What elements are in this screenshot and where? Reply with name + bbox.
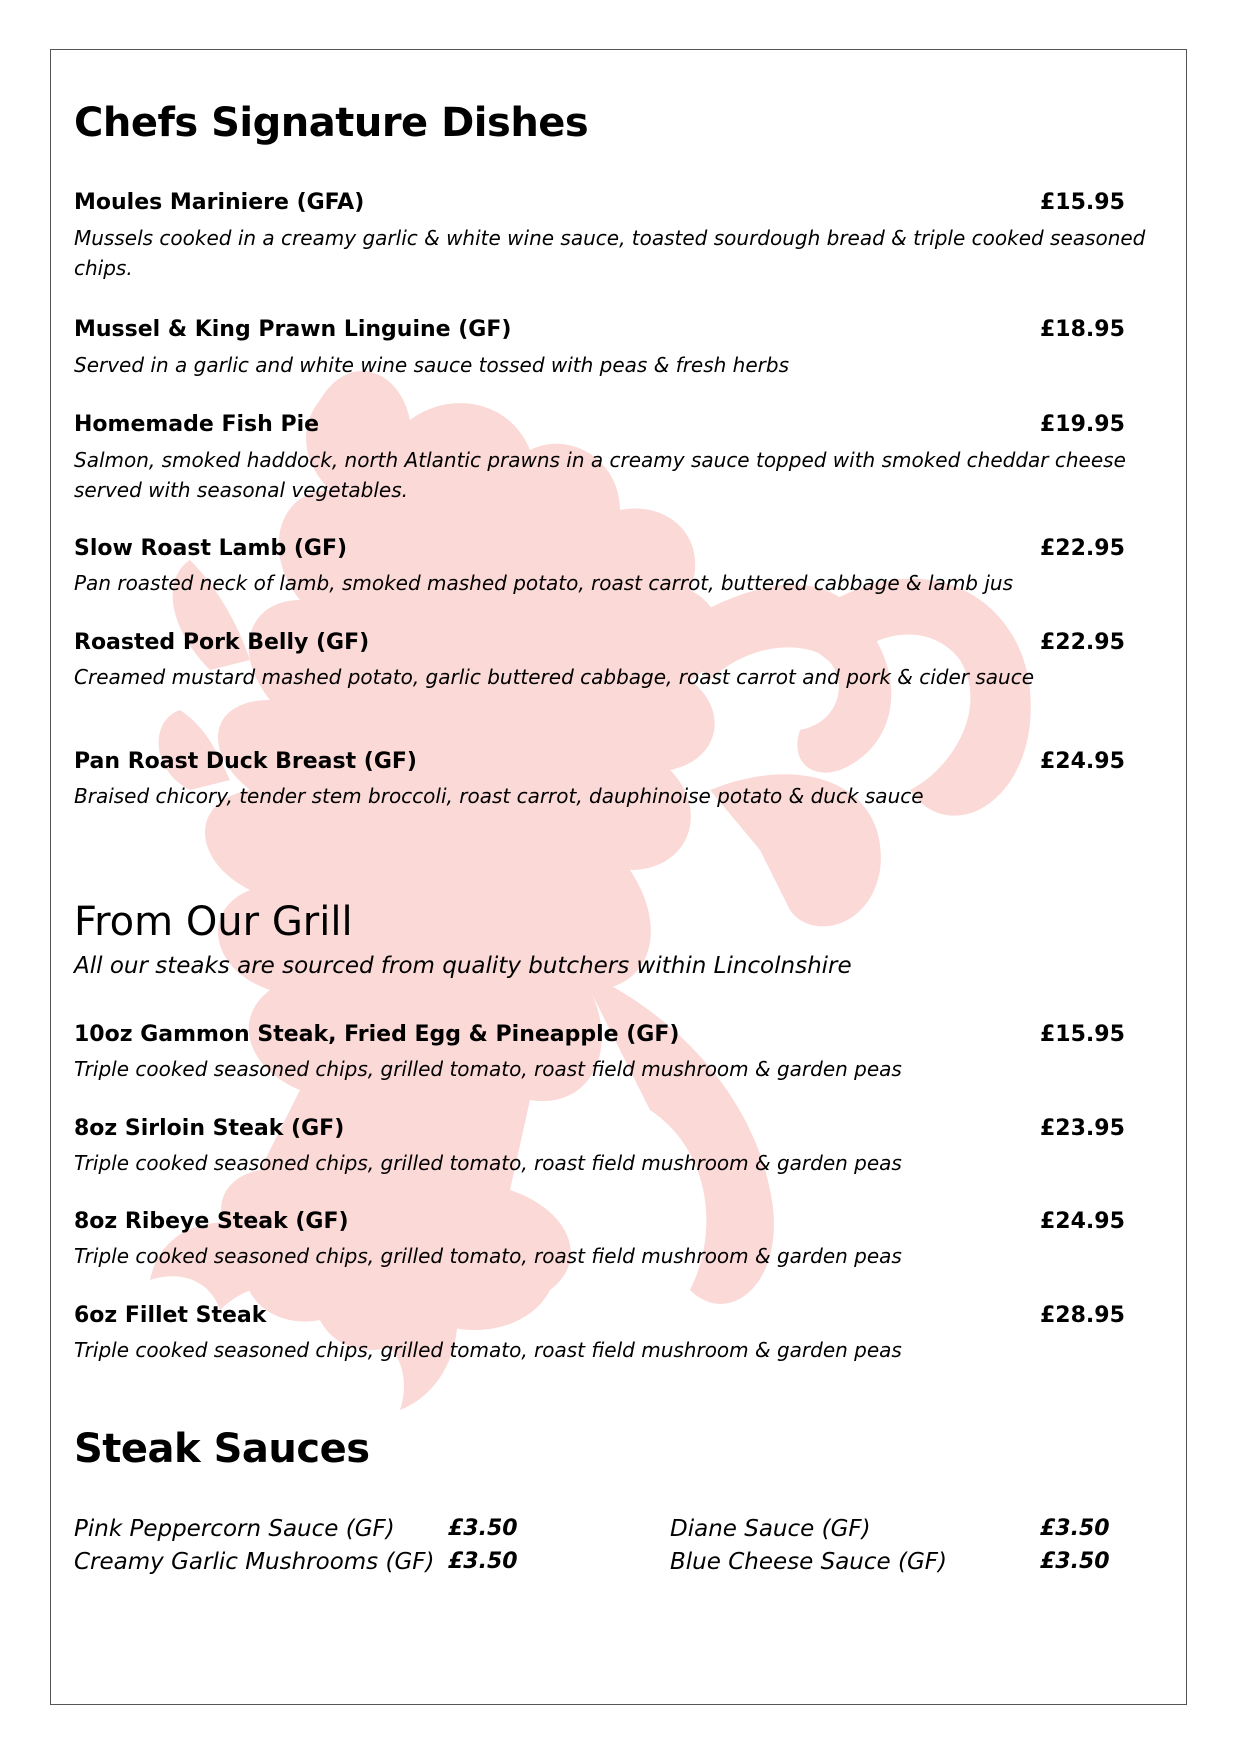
dish-description: Pan roasted neck of lamb, smoked mashed potato, roast carrot, buttered cabbage & lamb jus bbox=[74, 571, 1014, 595]
dish-name: Roasted Pork Belly (GF) bbox=[74, 630, 370, 655]
dish-name: Pan Roast Duck Breast (GF) bbox=[74, 749, 417, 774]
sauce-name: Diane Sauce (GF) bbox=[670, 1516, 871, 1542]
sauce-name: Pink Peppercorn Sauce (GF) bbox=[74, 1516, 395, 1542]
dish-name: Mussel & King Prawn Linguine (GF) bbox=[74, 317, 512, 342]
dish-name: Slow Roast Lamb (GF) bbox=[74, 536, 348, 561]
dish-price: £22.95 bbox=[1040, 630, 1125, 655]
sauce-name: Blue Cheese Sauce (GF) bbox=[670, 1549, 947, 1575]
sauce-price: £3.50 bbox=[1040, 1516, 1110, 1541]
dish-name: 8oz Ribeye Steak (GF) bbox=[74, 1209, 349, 1234]
section-title-signature: Chefs Signature Dishes bbox=[74, 100, 589, 146]
section-title-sauces: Steak Sauces bbox=[74, 1426, 370, 1472]
dish-price: £18.95 bbox=[1040, 317, 1125, 342]
section-subtitle: All our steaks are sourced from quality butchers within Lincolnshire bbox=[74, 953, 852, 979]
sauce-price: £3.50 bbox=[448, 1516, 518, 1541]
dish-name: Homemade Fish Pie bbox=[74, 412, 320, 437]
section-title-grill: From Our Grill bbox=[74, 899, 353, 945]
dish-name: 6oz Fillet Steak bbox=[74, 1303, 267, 1328]
sauce-price: £3.50 bbox=[448, 1549, 518, 1574]
dish-description: Triple cooked seasoned chips, grilled tomato, roast field mushroom & garden peas bbox=[74, 1151, 902, 1175]
dish-name: 10oz Gammon Steak, Fried Egg & Pineapple (GF) bbox=[74, 1022, 680, 1047]
dish-price: £15.95 bbox=[1040, 1022, 1125, 1047]
dish-price: £24.95 bbox=[1040, 749, 1125, 774]
dish-description: Served in a garlic and white wine sauce tossed with peas & fresh herbs bbox=[74, 353, 789, 377]
dish-description: Triple cooked seasoned chips, grilled tomato, roast field mushroom & garden peas bbox=[74, 1244, 902, 1268]
dish-price: £15.95 bbox=[1040, 190, 1125, 215]
dish-description: Salmon, smoked haddock, north Atlantic prawns in a creamy sauce topped with smoked cheddar cheese served with seasonal vegetables. bbox=[74, 448, 1126, 502]
dish-description: Braised chicory, tender stem broccoli, roast carrot, dauphinoise potato & duck sauce bbox=[74, 784, 924, 808]
dish-description: Creamed mustard mashed potato, garlic buttered cabbage, roast carrot and pork & cider sauce bbox=[74, 665, 1035, 689]
dish-description: Mussels cooked in a creamy garlic & white wine sauce, toasted sourdough bread & triple cooked seasoned chips. bbox=[74, 226, 1146, 280]
dish-name: 8oz Sirloin Steak (GF) bbox=[74, 1116, 345, 1141]
dish-price: £28.95 bbox=[1040, 1303, 1125, 1328]
dish-price: £19.95 bbox=[1040, 412, 1125, 437]
dish-price: £23.95 bbox=[1040, 1116, 1125, 1141]
dish-name: Moules Mariniere (GFA) bbox=[74, 190, 365, 215]
dish-description: Triple cooked seasoned chips, grilled tomato, roast field mushroom & garden peas bbox=[74, 1057, 902, 1081]
sauce-name: Creamy Garlic Mushrooms (GF) bbox=[74, 1549, 435, 1575]
dish-description: Triple cooked seasoned chips, grilled tomato, roast field mushroom & garden peas bbox=[74, 1338, 902, 1362]
sauce-price: £3.50 bbox=[1040, 1549, 1110, 1574]
dish-price: £24.95 bbox=[1040, 1209, 1125, 1234]
dish-price: £22.95 bbox=[1040, 536, 1125, 561]
